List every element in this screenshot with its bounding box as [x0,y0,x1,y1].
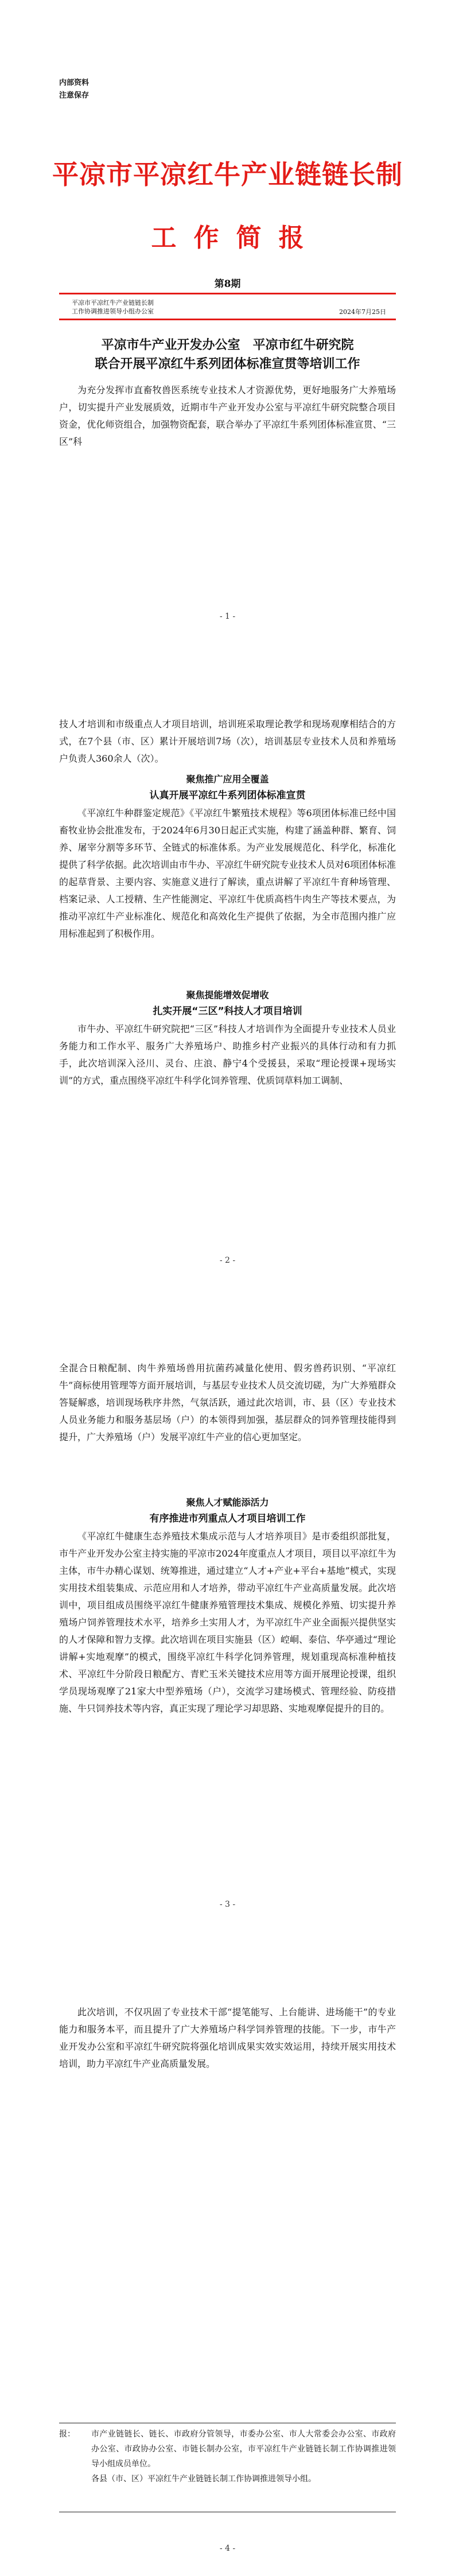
article-title [59,336,396,374]
section-3-paragraph [59,1528,396,1717]
paragraph-text: 市牛办、平凉红牛研究院把“三区”科技人才培训作为全面提升专业技术人员业务能力和工作水平、服务广大养殖场户、助推乡村产业振兴的具体行动和有力抓手，此次培训深入泾川、灵台、庄浪、静宁4个受援县，采取“理论授课+现场实训”的方式，重点围绕平凉红牛科学化饲养管理、优质饲草料加工调制、 [59,1023,396,1086]
distribution-spacer [59,2472,91,2486]
paragraph-text: 技人才培训和市级重点人才项目培训，培训班采取理论教学和现场观摩相结合的方式，在7个县（市、区）累计开展培训7场（次），培训基层专业技术人员和养殖场户负责人360余人（次）。 [59,719,396,764]
page-number: - 4 - [219,2544,236,2553]
intro-paragraph-continued [59,716,396,767]
distribution-list [59,2427,396,2486]
page-1 [0,0,455,644]
closing-paragraph [59,2004,396,2073]
issuing-organization [72,298,154,316]
paragraph-text: 为充分发挥市直畜牧兽医系统专业技术人才资源优势，更好地服务广大养殖场户，切实提升产业发展质效，近期市牛产业开发办公室与平凉红牛研究院整合项目资金，优化师资组合，加强物资配套，联合举办了平凉红牛系列团体标准宣贯、“三区”科 [59,385,396,447]
page-3 [0,1288,455,1932]
masthead-title: 平凉市平凉红牛产业链链长制 [52,159,403,190]
paragraph-text: 《平凉红牛健康生态养殖技术集成示范与人才培养项目》是市委组织部批复，市牛产业开发办公室主持实施的平凉市2024年度重点人才项目，项目以平凉红牛为主体，市牛办精心谋划、统筹推进，通过建立“人才+产业+平台+基地”模式，实现实用技术组装集成、示范应用和人才培养，带动平凉红牛产业高质量发展。此次培训中，项目组成员围绕平凉红牛健康养殖管理技术集成、规模化养殖、切实提升养殖场户饲养管理技术水平，培养乡土实用人才，为平凉红牛产业全面振兴提供坚实的人才保障和智力支撑。此次培训在项目实施县（区）崆峒、泰信、华亭通过“理论讲解+实地观摩”的模式，围绕平凉红牛科学化饲养管理，规划重现高标准种植技术、平凉红牛分阶段日粮配方、青贮玉米关键技术应用等方面开展理论授课，组织学员现场观摩了21家大中型养殖场（户），交流学习建场模式、管理经验、防疫措施、牛只饲养技术等内容，真正实现了理论学习却思路、实地观摩促提升的目的。 [59,1531,396,1714]
org-line: 工作协调推进领导小组办公室 [72,308,154,315]
section-3-label: 聚焦人才赋能添活力 [186,1497,269,1508]
issue-date: 2024年7月25日 [339,308,386,316]
masthead-subtitle: 工作简报 [151,223,321,253]
section-2-paragraph [59,1021,396,1089]
distribution-label: 报： [59,2430,75,2439]
page-number: - 1 - [219,612,236,621]
page-number: - 2 - [219,1256,236,1265]
distribution-text: 各县（市、区）平凉红牛产业链链长制工作协调推进领导小组。 [91,2474,316,2484]
internal-line: 内部资料 [59,79,90,87]
paragraph-text: 此次培训，不仅巩固了专业技术干部“提笔能写、上台能讲、进场能干”的专业能力和服务本平，而且提升了广大养殖场户科学饲养管理的技能。下一步，市牛产业开发办公室和平凉红牛研究院将强化培训成果实效实效运用，持续开展实用技术培训，助力平凉红牛产业高质量发展。 [59,2007,396,2069]
section-1-label: 聚焦推广应用全覆盖 [186,774,269,785]
paragraph-text: 全混合日粮配制、肉牛养殖场兽用抗菌药减量化使用、假劣兽药识别、“平凉红牛”商标使用管理等方面开展培训，与基层专业技术人员交流切磋，为广大养殖群众答疑解惑，培训现场秩序井然，气氛活跃，通过此次培训，市、县（区）专业技术人员业务能力和服务基层场（户）的本领得到加强，基层群众的饲养管理技能得到提升，广大养殖场（户）发展平凉红牛产业的信心更加坚定。 [59,1363,396,1442]
section-1-paragraph [59,805,396,942]
section-1-title: 认真开展平凉红牛系列团体标准宣贯 [149,790,306,801]
distribution-row [59,2427,396,2472]
page-number: - 3 - [219,1900,236,1909]
internal-notice [59,77,89,102]
article-title-line: 联合开展平凉红牛系列团体标准宣贯等培训工作 [95,356,360,371]
org-line: 平凉市平凉红牛产业链链长制 [72,299,154,307]
section-2-label: 聚焦提能增效促增收 [186,990,269,1000]
red-rule-top [59,293,396,294]
paragraph-text: 《平凉红牛种群鉴定规范》《平凉红牛繁殖技术规程》等6项团体标准已经中国畜牧业协会批准发布，于2024年6月30日起正式实施，构建了涵盖种群、繁育、饲养、屠宰分割等多环节、全链式的标准体系。为产业发展规范化、科学化，标准化提供了科学依据。此次培训由市牛办、平凉红牛研究院专业技术人员对6项团体标准的起草背景、主要内容、实施意义进行了解读，重点讲解了平凉红牛育种场管理、档案记录、人工授精、生产性能测定、平凉红牛优质高档牛肉生产等技术要点，为推动平凉红牛产业标准化、规范化和高效化生产提供了依据，为全市范围内推广应用标准起到了积极作用。 [59,808,396,939]
section-3-title: 有序推进市列重点人才项目培训工作 [149,1513,306,1524]
section-2-title: 扎实开展“三区”科技人才项目培训 [153,1006,302,1017]
article-title-line: 平凉市牛产业开发办公室 平凉市红牛研究院 [101,337,354,352]
page-2 [0,644,455,1288]
issue-number: 第8期 [214,278,241,290]
intro-paragraph [59,382,396,451]
page-4 [0,1932,455,2576]
distribution-row [59,2472,396,2486]
keep-safe-line: 注意保存 [59,91,90,100]
section-2-paragraph-continued [59,1360,396,1446]
distribution-text: 市产业链链长、链长、市政府分管领导，市委办公室、市人大常委会办公室、市政府办公室、市政协办公室、市链长制办公室，市平凉红牛产业链链长制工作协调推进领导小组成员单位。 [91,2430,396,2469]
red-rule-bottom [59,319,396,320]
